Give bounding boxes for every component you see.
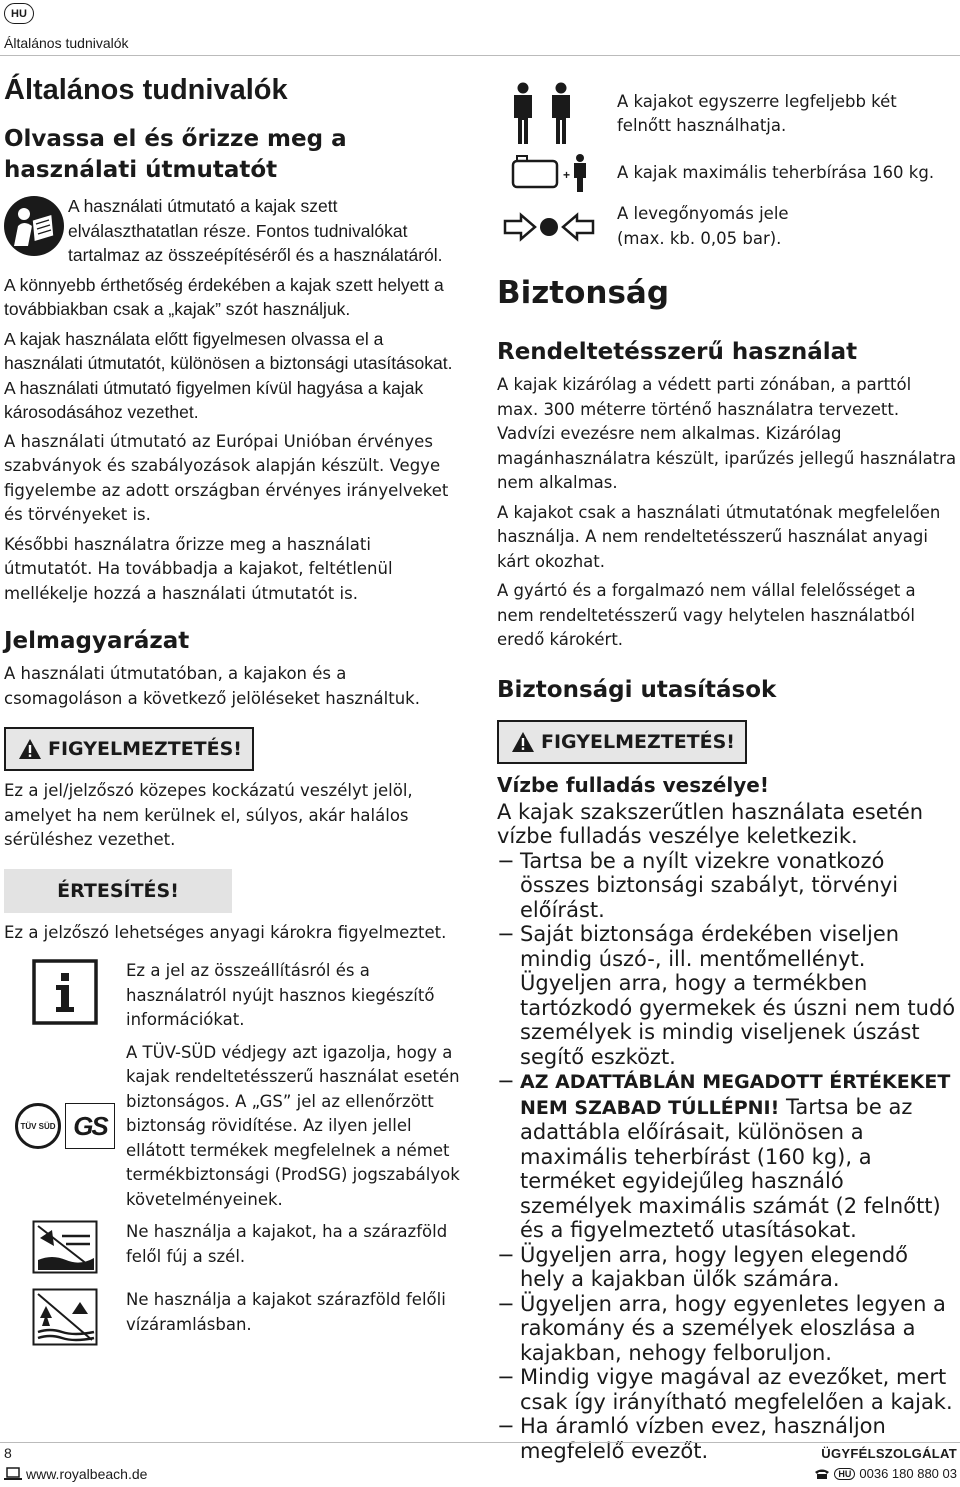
page-title: Általános tudnivalók [4,74,288,106]
bullet-text: Ha áramló vízben evez, használjon megfelelő evezőt. [520,1414,886,1463]
warning-signal-box-right [497,720,747,764]
read-intro [4,194,464,268]
current-description: Ne használja a kajakot szárazföld felőli vízáramlásban. [126,1290,446,1334]
offshore-current-icon [32,1288,98,1346]
max-load-icon [497,152,587,194]
two-persons-icon [497,82,587,146]
page-number: 8 [4,1445,12,1461]
tuv-sud-icon: TÜV SÜD [15,1103,61,1149]
persons-description: A kajakot egyszerre legfeljebb két felnőtt használhatja. [617,91,897,135]
bullet-item: − Ügyeljen arra, hogy egyenletes legyen a rakomány és a személyek eloszlása a kajakban, nehogy felboruljon. [497,1292,957,1366]
customer-service-label: ÜGYFÉLSZOLGÁLAT [821,1446,957,1461]
bullet-text: Tartsa be a nyílt vizekre vonatkozó összes biztonsági szabályt, törvényi előírást. [520,848,899,922]
read-heading: Olvassa el és őrizze meg a használati útmutatót [4,126,347,183]
bullet-item: − Tartsa be a nyílt vizekre vonatkozó összes biztonsági szabályt, törvényi előírást. [497,849,957,923]
wind-description: Ne használja a kajakot, ha a szárazföld felől fúj a szél. [126,1222,448,1266]
warning-signal-box [4,727,254,771]
read-paragraph-2: A könnyebb érthetőség érdekében a kajak szett helyett a továbbiakban csak a „kajak” szót használjuk. [4,274,444,319]
notice-label: ÉRTESÍTÉS! [57,879,179,902]
bullet-text: Ügyeljen arra, hogy egyenletes legyen a rakomány és a személyek eloszlása a kajakban, nehogy felboruljon. [520,1291,946,1365]
safety-heading: Biztonság [497,275,670,311]
info-description: Ez a jel az összeállításról és a használatról nyújt hasznos kiegészítő információkat. [126,961,435,1029]
warning-label-right: FIGYELMEZTETÉS! [541,730,735,753]
legend-heading: Jelmagyarázat [4,628,190,654]
phone-number: 0036 180 880 03 [859,1466,957,1481]
left-column [4,70,464,1346]
intended-paragraph-1: A kajak kizárólag a védett parti zónában, a parttól max. 300 méterre történő használatra tervezett. Vadvízi evezésre nem alkalmas. Kizárólag magánhasználatra készült, iparűzés jellegű használatra nem alkalmas. [497,375,957,492]
bullet-text: Mindig vigye magával az evezőket, mert csak így irányítható megfelelően a kajak. [520,1365,953,1414]
read-paragraph-4: A használati útmutató az Európai Unióban érvényes szabványok és szabályozások alapján készült. Vegye figyelembe az adott országban érvényes irányelveket és törvényeket is. [4,431,449,524]
intended-paragraph-2: A kajakot csak a használati útmutatónak megfelelően használja. A nem rendeltetésszerű használat anyagi kárt okozhat. [497,502,941,571]
tuv-description: A TÜV-SÜD védjegy azt igazolja, hogy a kajak rendeltetésszerű használat esetén biztonságos. A „GS” jel az ellenőrzött biztonság rövidítése. Az ilyen jellel ellátott termékek megfelelnek a német termékbiztonsági (ProdSG) jogszabályok követelményeinek. [126,1042,460,1209]
laptop-icon [4,1467,22,1481]
language-badge: HU [4,3,34,24]
bullet-text: Tartsa be az adattábla előírásait, különösen a maximális teherbírást (160 kg), a terméket egyidejűleg használó személyek maximális számát (2 felnőtt) és a figyelmeztető utasításokat. [520,1094,941,1242]
bullet-item: − Ha áramló vízben evez, használjon megfelelő evezőt. [497,1414,957,1463]
bullet-text: Saját biztonsága érdekében viseljen mindig úszó-, ill. mentőmellényt. Ügyeljen arra, hogy a termékben tartózkodó gyermekek és úszni nem tudó személyek is mindig viseljenek úszást segítő eszközt. [520,922,956,1069]
info-icon [32,959,98,1025]
wind-symbol-row [4,1220,464,1274]
persons-symbol-row [497,82,957,146]
safety-instructions-heading: Biztonsági utasítások [497,676,777,703]
intended-paragraph-3: A gyártó és a forgalmazó nem vállal felelősséget a nem rendeltetésszerű vagy helytelen használatból eredő károkért. [497,581,916,649]
warning-triangle-icon [511,731,535,753]
notice-signal-box [4,869,232,913]
current-symbol-row [4,1288,464,1346]
bullet-item: − Ügyeljen arra, hogy legyen elegendő hely a kajakban ülők számára. [497,1243,957,1292]
phone-number-row [814,1466,957,1481]
read-paragraph-5: Későbbi használatra őrizze meg a használati útmutatót. Ha továbbadja a kajakot, feltétlenül mellékelje hozzá a használati útmutatót is. [4,534,393,603]
read-paragraph-1: A használati útmutató a kajak szett elválaszthatatlan része. Fontos tudnivalókat tartalmaz az összeépítéséről és a használatáról. [68,196,443,265]
pressure-symbol-row [497,202,957,251]
notice-description: Ez a jelzőszó lehetséges anyagi károkra figyelmeztet. [4,922,447,942]
bullet-text: Ügyeljen arra, hogy legyen elegendő hely a kajakban ülők számára. [520,1242,909,1291]
load-description: A kajak maximális teherbírása 160 kg. [617,162,935,182]
warning-label: FIGYELMEZTETÉS! [48,738,242,760]
info-symbol-row [4,959,464,1033]
read-manual-icon [4,196,64,256]
website-link[interactable] [4,1466,147,1482]
bullet-item: − AZ ADATTÁBLÁN MEGADOTT ÉRTÉKEKET NEM SZABAD TÚLLÉPNI! Tartsa be az adattábla előírásait, különösen a maximális teherbírást (160 kg), a terméket egyidejűleg használó személyek maximális számát (2 felnőtt) és a figyelmeztető utasításokat. [497,1069,951,1242]
header-divider [0,55,960,56]
svg-text:+: + [563,168,571,182]
bullet-item: − Saját biztonsága érdekében viseljen mindig úszó-, ill. mentőmellényt. Ügyeljen arra, hogy a termékben tartózkodó gyermekek és úszni nem tudó személyek is mindig viseljenek úszást segítő eszközt. [497,922,956,1069]
phone-icon [814,1468,830,1480]
drowning-heading: Vízbe fulladás veszélye! [497,772,769,797]
footer-divider [0,1442,960,1443]
load-symbol-row [497,152,957,194]
bullet-bold-text: AZ ADATTÁBLÁN MEGADOTT ÉRTÉKEKET NEM SZABAD TÚLLÉPNI! [520,1071,951,1119]
air-pressure-icon [497,207,597,247]
right-column [497,80,957,1463]
warning-description: Ez a jel/jelzőszó közepes kockázatú veszélyt jelöl, amelyet ha nem kerülnek el, súlyos, akár halálos sérüléshez vezethet. [4,781,413,849]
header-section-label: Általános tudnivalók [4,35,129,51]
offshore-wind-icon [32,1220,98,1274]
phone-country-badge: HU [834,1468,855,1480]
pressure-description: A levegőnyomás jele (max. kb. 0,05 bar). [617,204,789,248]
read-paragraph-3: A kajak használata előtt figyelmesen olvassa el a használati útmutatót, különösen a biztonsági utasításokat. A használati útmutató figyelmen kívül hagyása a kajak károsodásához vezethet. [4,328,453,422]
gs-mark-icon: GS [65,1103,115,1149]
bullet-item: − Mindig vigye magával az evezőket, mert csak így irányítható megfelelően a kajak. [497,1365,957,1414]
tuv-symbol-row [4,1041,464,1213]
drowning-intro: A kajak szakszerűtlen használata esetén vízbe fulladás veszélye keletkezik. [497,799,924,848]
legend-intro: A használati útmutatóban, a kajakon és a csomagoláson a következő jelöléseket használtuk. [4,664,420,708]
warning-triangle-icon [18,738,42,760]
intended-use-heading: Rendeltetésszerű használat [497,339,858,365]
website-url[interactable]: www.royalbeach.de [26,1466,148,1482]
